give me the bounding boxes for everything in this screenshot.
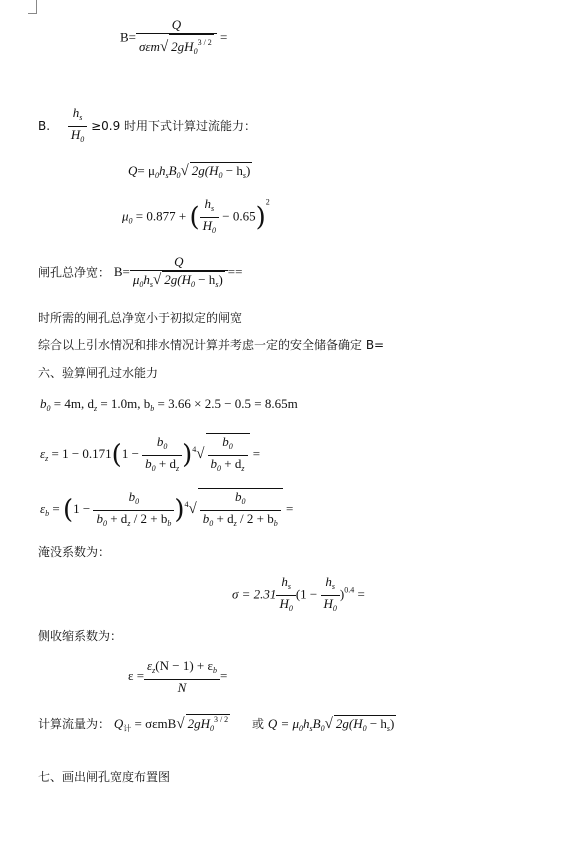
or-text: 或 [252, 717, 265, 731]
text-line-1: 时所需的闸孔总净宽小于初拟定的闸宽 [38, 311, 243, 325]
flow-alt-eq: $Q = \mu_0h_sB_0√$ $2g(H_0 - h_s)$ [267, 716, 395, 733]
eq-sigma: σ = 2.31 $\frac{h_s}{H_0}$ (1 − $\frac{h_s}{H_0}$ )$^{0.4}$ = [232, 574, 365, 613]
condition-text: ≥0.9 时用下式计算过流能力： [91, 119, 257, 133]
flow-label: 计算流量为： [38, 717, 111, 731]
eq-fraction [136, 17, 217, 60]
case-label: B. [38, 119, 51, 133]
flow-line [38, 714, 396, 734]
eq-q-mu: $Q= \mu_0h_sB_0√$ $2g(H_0 - h_s)$ [128, 163, 251, 180]
page-corner-mark-h [28, 13, 37, 14]
eq-dimensions: $b_0 = 4m$, $d_z = 1.0m$, $b_b = 3.66 \times 2.5 - 0.5 = 8.65m$ [40, 396, 298, 413]
denominator: σεm√ $2gH_0^{3 / 2}$ [136, 34, 217, 60]
text-line-2: 综合以上引水情况和排水情况计算并考虑一定的安全储备确定 B= [38, 338, 385, 352]
numerator: Q [136, 17, 217, 34]
eq-epsilon-z: $\varepsilon_z = 1 - 0.171(1$ − $\frac{b_0}{b_0 + d_z}$ )$^4$√ $\frac{b_0}{b_0 + d_z}$ = [40, 433, 260, 477]
ratio-fraction: $\frac{h_s}{H_0}$ [68, 105, 87, 148]
eq-lhs: B= [120, 29, 137, 45]
eq-b-simple: B= $\frac{Q}{\sigma\varepsilon m√ 2gH_0^{3 / 2}}$ = [120, 17, 227, 60]
gate-width-label: 闸孔总净宽： [38, 265, 111, 280]
submergence-label: 淹没系数为： [38, 545, 111, 559]
section-6-heading: 六、验算闸孔过水能力 [38, 366, 159, 380]
eq-mu0: $\mu_0 = 0.877$ + ( $\frac{h_s}{H_0}$ − 0.65)$^2$ [122, 196, 270, 235]
eq-epsilon-b: $\varepsilon_b = (1$ − $\frac{b_0}{b_0 + d_z / 2 + b_b}$ )$^4$√ $\frac{b_0}{b_0 + d_z / 2 + b_b}$ = [40, 488, 293, 532]
flow-eq: $Q_计 = \sigma\varepsilon mB√$ $2gH_0^{3 / 2}$ [113, 715, 229, 733]
gate-width-line [38, 254, 242, 293]
side-contraction-label: 侧收缩系数为： [38, 629, 123, 643]
gate-width-eq: B= $\frac{Q}{\mu_0h_s√ 2g(H_0 - h_s)}$ == [114, 264, 243, 279]
case-b-line [38, 105, 256, 148]
eq-epsilon: ε = $\frac{\varepsilon_z(N - 1) + \varepsilon_b}{N}$ = [128, 658, 228, 695]
page-corner-mark [36, 0, 37, 14]
section-7-heading: 七、画出闸孔宽度布置图 [38, 770, 171, 784]
